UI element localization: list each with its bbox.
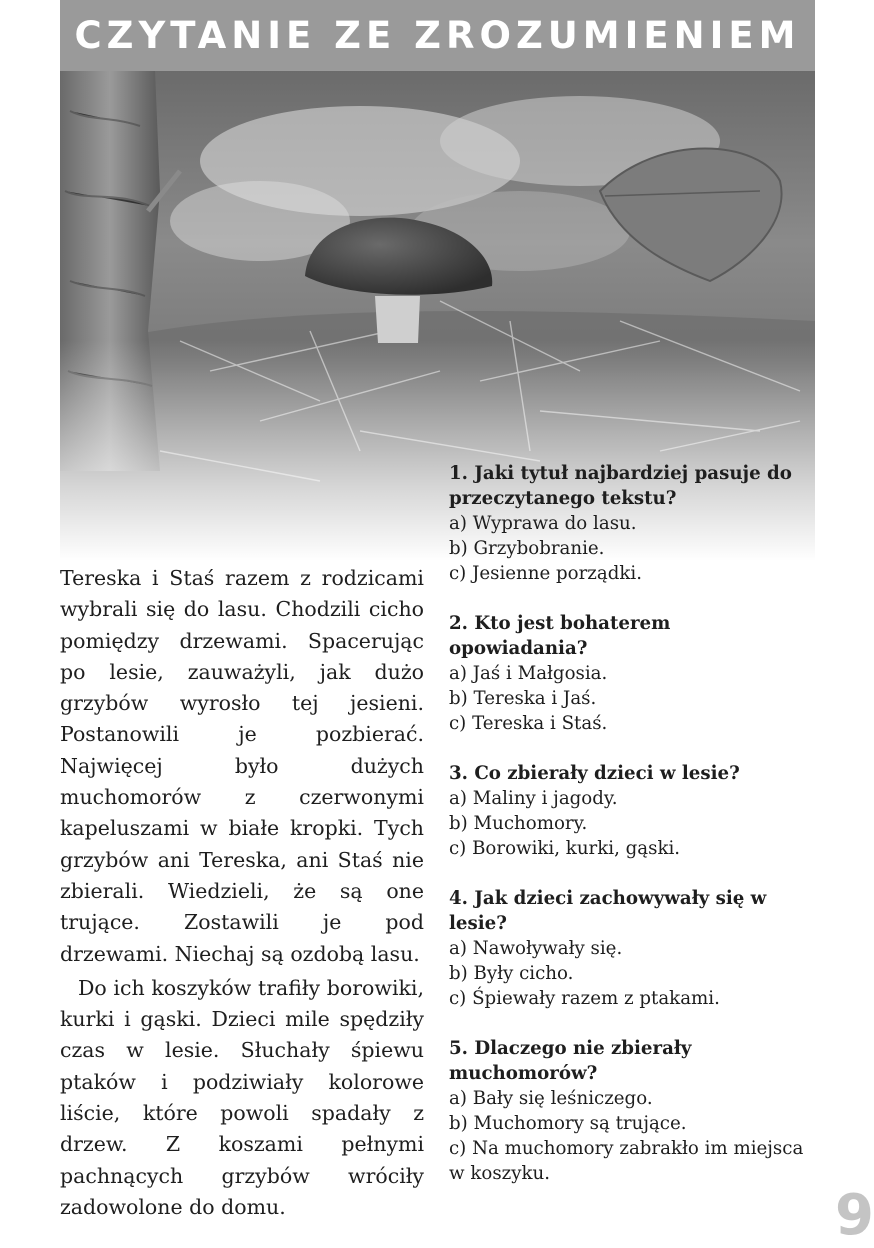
question-text: 3. Co zbierały dzieci w lesie? bbox=[449, 763, 740, 784]
question-text: 2. Kto jest bohaterem opowiadania? bbox=[449, 613, 671, 659]
story-text bbox=[60, 563, 424, 1223]
question bbox=[449, 761, 811, 861]
answer-option: c) Tereska i Staś. bbox=[449, 713, 608, 734]
page-number: 9 bbox=[835, 1183, 874, 1248]
answer-option: a) Bały się leśniczego. bbox=[449, 1088, 653, 1109]
question-text: 1. Jaki tytuł najbardziej pasuje do przeczytanego tekstu? bbox=[449, 463, 792, 509]
question bbox=[449, 611, 811, 736]
answer-option: b) Muchomory. bbox=[449, 813, 588, 834]
answer-option: b) Muchomory są trujące. bbox=[449, 1113, 687, 1134]
answer-option: a) Maliny i jagody. bbox=[449, 788, 618, 809]
answer-option: c) Borowiki, kurki, gąski. bbox=[449, 838, 681, 859]
section-header bbox=[60, 0, 815, 71]
section-title: CZYTANIE ZE ZROZUMIENIEM bbox=[74, 14, 801, 57]
triangle-left-icon bbox=[819, 21, 834, 51]
question-text: 4. Jak dzieci zachowywały się w lesie? bbox=[449, 888, 767, 934]
answer-option: c) Śpiewały razem z ptakami. bbox=[449, 988, 720, 1009]
question bbox=[449, 1036, 811, 1186]
answer-option: c) Na muchomory zabrakło im miejsca w koszyku. bbox=[449, 1138, 804, 1184]
question bbox=[449, 886, 811, 1011]
answer-option: a) Nawoływały się. bbox=[449, 938, 623, 959]
answer-option: a) Jaś i Małgosia. bbox=[449, 663, 608, 684]
story-paragraph: Do ich koszyków trafiły borowiki, kurki i gąski. Dzieci mile spędziły czas w lesie. Słuchały śpiewu ptaków i podziwiały kolorowe liście, które powoli spadały z drzew. Z koszami pełnymi pachnących grzybów wróciły zadowolone do domu. bbox=[60, 975, 424, 1219]
answer-option: c) Jesienne porządki. bbox=[449, 563, 642, 584]
questions-list bbox=[449, 461, 811, 1211]
answer-option: a) Wyprawa do lasu. bbox=[449, 513, 637, 534]
story-paragraph: Tereska i Staś razem z rodzicami wybrali się do lasu. Chodzili cicho pomiędzy drzewami. Spacerując po lesie, zauważyli, jak dużo grzybów wyrosło tej jesieni. Postanowili je pozbierać. Najwięcej było dużych muchomorów z czerwonymi kapeluszami w białe kropki. Tych grzybów ani Tereska, ani Staś nie zbierali. Wiedzieli, że są one trujące. Zostawili je pod drzewami. Niechaj są ozdobą lasu. bbox=[60, 566, 424, 966]
question bbox=[449, 461, 811, 586]
question-text: 5. Dlaczego nie zbierały muchomorów? bbox=[449, 1038, 692, 1084]
answer-option: b) Były cicho. bbox=[449, 963, 574, 984]
answer-option: b) Tereska i Jaś. bbox=[449, 688, 597, 709]
answer-option: b) Grzybobranie. bbox=[449, 538, 605, 559]
triangle-right-icon bbox=[42, 21, 57, 51]
